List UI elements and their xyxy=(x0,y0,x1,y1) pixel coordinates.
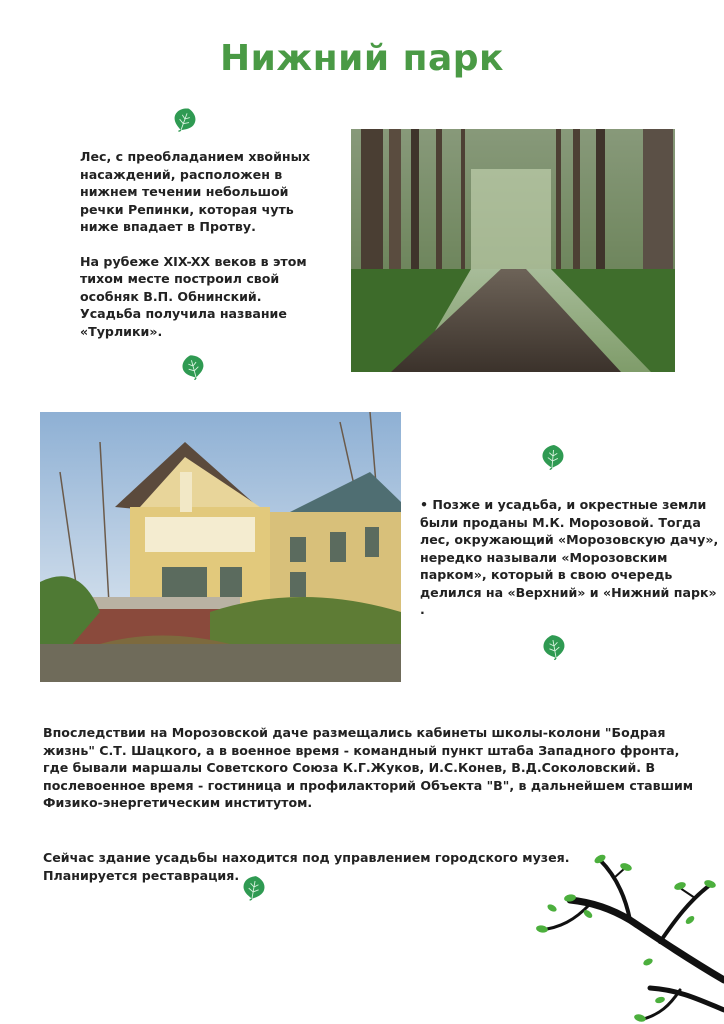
manor-house-photo xyxy=(40,412,401,682)
intro-paragraph-2: На рубеже XIX-XX веков в этом тихом месте построил свой особняк В.П. Обнинский. Усадьба получила название «Турлики». xyxy=(80,253,307,339)
current-status-text xyxy=(43,849,583,884)
leaf-icon xyxy=(177,349,209,383)
forest-road-photo xyxy=(351,129,675,372)
leaf-icon xyxy=(539,630,569,662)
current-status-line-1: Сейчас здание усадьбы находится под управлением городского музея. xyxy=(43,850,570,865)
history-text: Впоследствии на Морозовской даче размещались кабинеты школы-колони "Бодрая жизнь" С.Т. Шацкого, а в военное время - командный пункт штаба Западного фронта, где бывали маршалы Советского Союза К.Г.Жуков, И.С.Конев, В.Д.Соколовский. В послевоенное время - гостиница и профилакторий Объекта "В", в дальнейшем ставшим Физико-энергетическим институтом. xyxy=(43,725,694,810)
current-status-line-2: Планируется реставрация. xyxy=(43,867,240,883)
tree-branch-illustration xyxy=(530,850,724,1024)
leaf-icon xyxy=(168,101,202,136)
morozova-text: • Позже и усадьба, и окрестные земли были проданы М.К. Морозовой. Тогда лес, окружающий «Морозовскую дачу», нередко называли «Морозовским парком», который в свою очередь делился на «Верхний» и «Нижний парк» . xyxy=(420,497,719,617)
intro-text xyxy=(80,148,320,340)
leaf-icon xyxy=(239,871,269,903)
intro-paragraph-1: Лес, с преобладанием хвойных насаждений, расположен в нижнем течении небольшой речки Репинки, которая чуть ниже впадает в Протву. xyxy=(80,149,311,234)
page-title: Нижний парк xyxy=(220,38,504,79)
leaf-icon xyxy=(539,441,567,471)
